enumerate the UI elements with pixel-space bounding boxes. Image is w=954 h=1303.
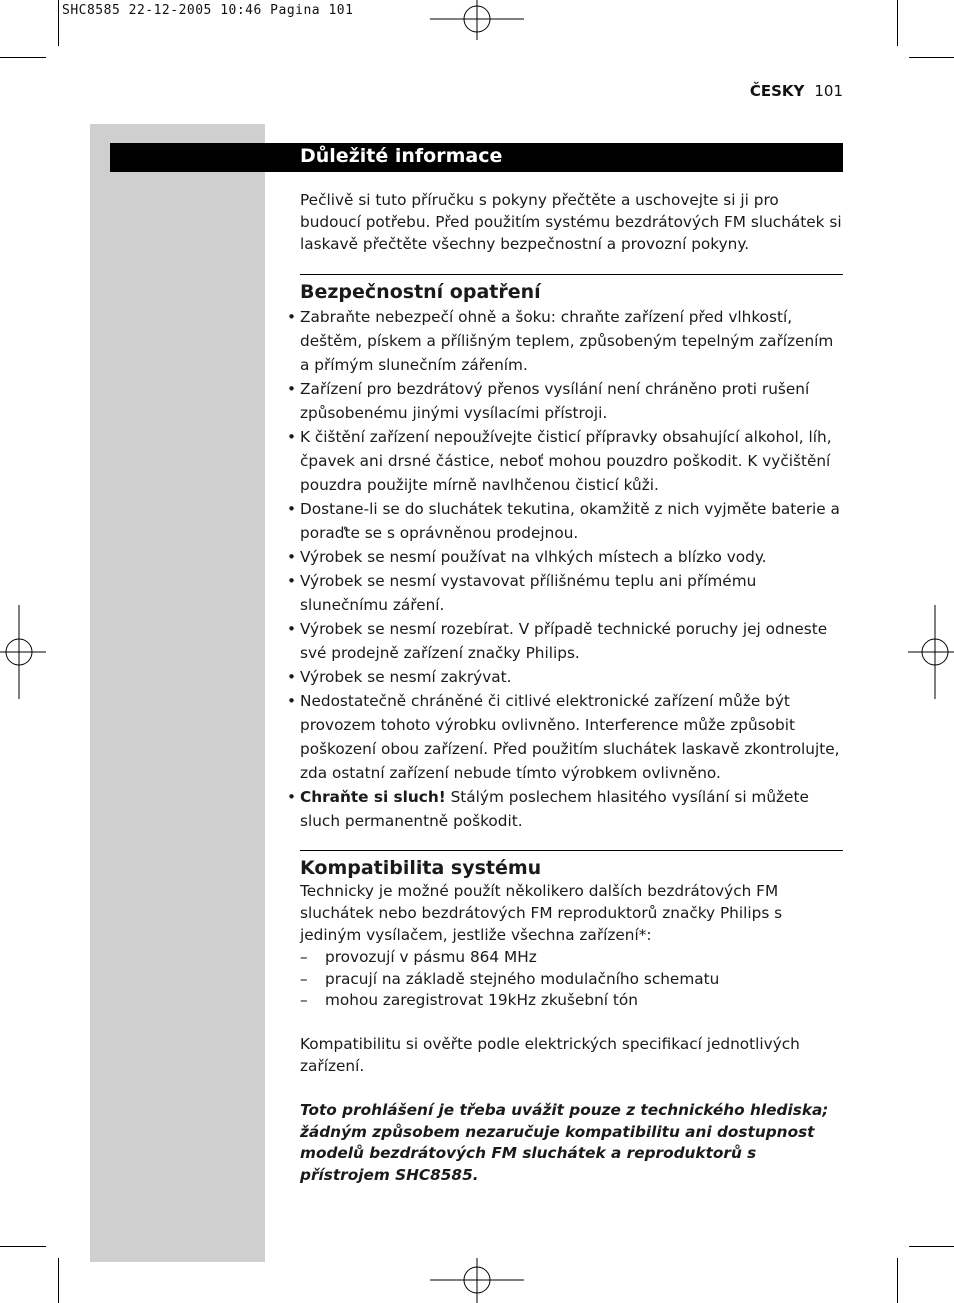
crop-mark <box>909 57 954 58</box>
hearing-warning-text: Stálým poslechem hlasitého vysílání si můžete sluch permanentně poškodit. <box>300 788 809 831</box>
section-divider <box>300 274 843 275</box>
section-divider <box>300 850 843 851</box>
compat-conditions <box>300 947 843 1012</box>
crop-mark <box>897 0 898 46</box>
crop-mark <box>897 1258 898 1303</box>
list-item: • Nedostatečně chráněné či citlivé elektronické zařízení může být provozem tohoto výrobku ovlivněno. Interference může způsobit poškození obou zařízení. Před použitím sluchátek laskavě zkontrolujte, zda ostatní zařízení nebude tímto výrobkem ovlivněno. <box>300 689 843 785</box>
crop-mark <box>0 1246 46 1247</box>
intro-paragraph: Pečlivě si tuto příručku s pokyny přečtěte a uschovejte si ji pro budoucí potřebu. Před použitím systému bezdrátových FM sluchátek si laskavě přečtěte všechny bezpečnostní a provozní pokyny. <box>300 191 842 253</box>
list-item: • Výrobek se nesmí rozebírat. V případě technické poruchy jej odneste své prodejně zařízení značky Philips. <box>300 617 843 665</box>
print-slug: SHC8585 22-12-2005 10:46 Pagina 101 <box>62 3 354 18</box>
registration-mark-top <box>430 0 524 40</box>
list-item: – mohou zaregistrovat 19kHz zkušební tón <box>300 990 843 1012</box>
safety-list <box>300 305 843 833</box>
registration-mark-left <box>0 605 46 699</box>
crop-mark <box>909 1246 954 1247</box>
disclaimer-note: Toto prohlášení je třeba uvážit pouze z technického hlediska; žádným způsobem nezaručuje kompatibilitu ani dostupnost modelů bezdrátových FM sluchátek a reproduktorů s přístrojem SHC8585. <box>300 1100 829 1185</box>
hearing-warning-bold: Chraňte si sluch! <box>300 788 446 807</box>
list-item: – provozují v pásmu 864 MHz <box>300 947 843 969</box>
page-title: Důležité informace <box>300 145 503 167</box>
list-item: • Výrobek se nesmí vystavovat přílišnému teplu ani přímému slunečnímu záření. <box>300 569 843 617</box>
crop-mark <box>0 57 46 58</box>
registration-mark-bottom <box>430 1258 524 1303</box>
title-bar <box>110 143 843 172</box>
registration-mark-right <box>908 605 954 699</box>
page-number: 101 <box>814 82 843 100</box>
language-label: ČESKY <box>749 82 805 100</box>
side-band <box>90 124 265 1262</box>
list-item: – pracují na základě stejného modulačního schematu <box>300 969 843 991</box>
list-item: • Výrobek se nesmí zakrývat. <box>300 665 843 689</box>
running-header <box>750 82 843 100</box>
list-item: • Zařízení pro bezdrátový přenos vysílání není chráněno proti rušení způsobenému jinými vysílacími přístroji. <box>300 377 843 425</box>
verify-paragraph: Kompatibilitu si ověřte podle elektrických specifikací jednotlivých zařízení. <box>300 1035 800 1075</box>
list-item: • K čištění zařízení nepoužívejte čisticí přípravky obsahující alkohol, líh, čpavek ani drsné částice, neboť mohou pouzdro poškodit. K vyčištění pouzdra použijte mírně navlhčenou čisticí kůži. <box>300 425 843 497</box>
list-item: • Dostane-li se do sluchátek tekutina, okamžitě z nich vyjměte baterie a poraďte se s oprávněnou prodejnou. <box>300 497 843 545</box>
crop-mark <box>58 1258 59 1303</box>
main-content <box>300 190 843 1187</box>
compat-paragraph: Technicky je možné použít několikero dalších bezdrátových FM sluchátek nebo bezdrátových FM reproduktorů značky Philips s jediným vysílačem, jestliže všechna zařízení*: <box>300 882 783 944</box>
list-item: • Zabraňte nebezpečí ohně a šoku: chraňte zařízení před vlhkostí, deštěm, pískem a přílišným teplem, způsobeným tepelným zařízením a přímým slunečním zářením. <box>300 305 843 377</box>
safety-heading: Bezpečnostní opatření <box>300 281 541 304</box>
compat-heading: Kompatibilita systému <box>300 857 542 880</box>
list-item-hearing <box>300 785 843 833</box>
list-item: • Výrobek se nesmí používat na vlhkých místech a blízko vody. <box>300 545 843 569</box>
crop-mark <box>58 0 59 46</box>
